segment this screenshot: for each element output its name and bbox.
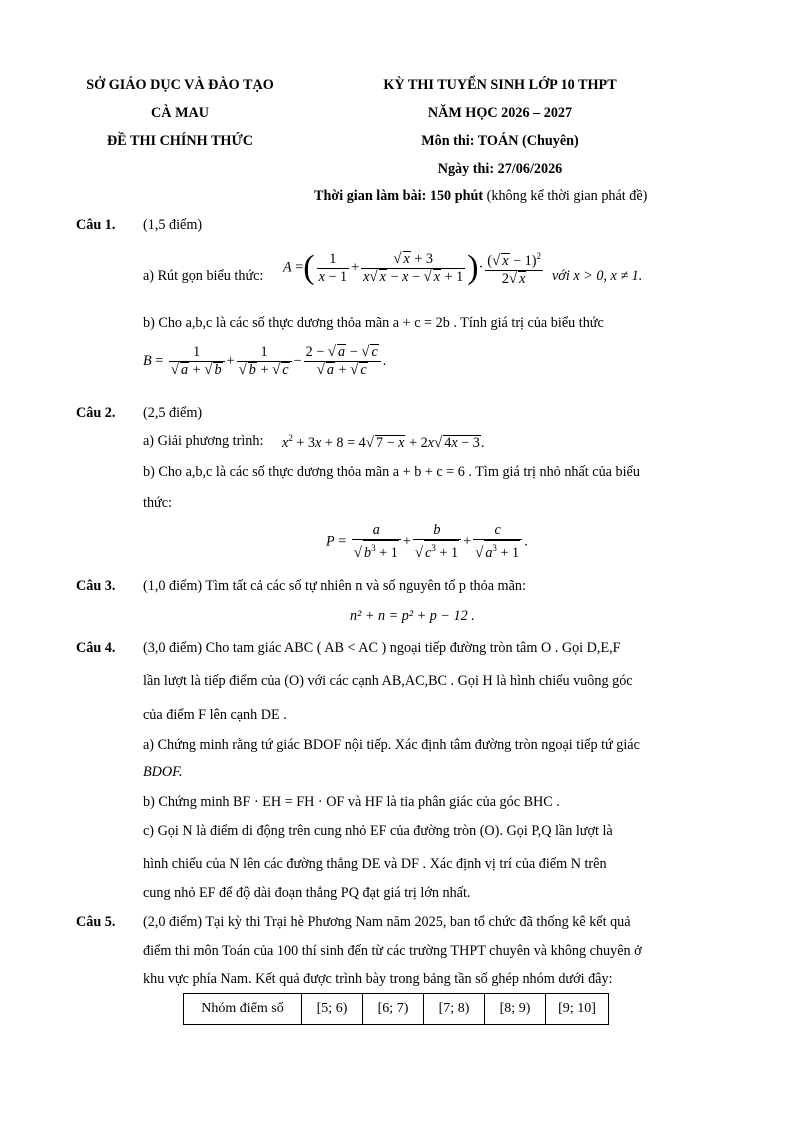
q1b-text: b) Cho a,b,c là các số thực dương thỏa mãn a + c = 2b . Tính giá trị của biểu thức [143,315,604,331]
q4a-line1: a) Chứng minh rằng tứ giác BDOF nội tiếp. Xác định tâm đường tròn ngoại tiếp tứ giác [143,737,640,753]
province-name: CÀ MAU [151,105,209,121]
q5-label: Câu 5. [76,914,116,930]
q4c-line3: cung nhỏ EF để độ dài đoạn thẳng PQ đạt giá trị lớn nhất. [143,885,471,901]
group-cell-1: [5; 6) [302,994,363,1025]
group-cell-5: [9; 10] [546,994,609,1025]
frequency-table [183,993,609,1025]
q5-line2: điểm thi môn Toán của 100 thí sinh đến từ các trường THPT chuyên và không chuyên ở [143,943,642,959]
table-header-cell: Nhóm điểm số [184,994,302,1025]
time-limit-note: (không kể thời gian phát đề) [486,188,648,204]
q2-points: (2,5 điểm) [143,405,203,421]
q2b-expression: P = $\frac{a}{√ b^3 + 1}$ + $\frac{b}{√ c^3 + 1}$ + $\frac{c}{√ a^3 + 1}$ . [326,522,528,561]
group-cell-3: [7; 8) [424,994,485,1025]
q4-label: Câu 4. [76,640,116,656]
q2a-text: a) Giải phương trình: [143,433,264,449]
q1a-text: a) Rút gọn biểu thức: [143,268,264,284]
subject: Môn thi: TOÁN (Chuyên) [421,133,579,149]
exam-date: Ngày thi: 27/06/2026 [437,161,563,177]
q5-line1: (2,0 điểm) Tại kỳ thi Trại hè Phương Nam năm 2025, ban tổ chức đã thống kê kết quả [143,914,631,930]
q4c-line2: hình chiếu của N lên các đường thẳng DE và DF . Xác định vị trí của điểm N trên [143,856,607,872]
official-exam-label: ĐỀ THI CHÍNH THỨC [107,133,253,149]
q3-equation: n² + n = p² + p − 12 . [350,608,475,624]
q2b-line1: b) Cho a,b,c là các số thực dương thỏa mãn a + b + c = 6 . Tìm giá trị nhỏ nhất của biểu [143,464,640,480]
group-cell-4: [8; 9) [485,994,546,1025]
q2b-line2: thức: [143,495,172,511]
frequency-table-grid [183,993,609,1025]
exam-title: KỲ THI TUYỂN SINH LỚP 10 THPT [383,77,617,93]
q5-line3: khu vực phía Nam. Kết quả được trình bày trong bảng tần số ghép nhóm dưới đây: [143,971,613,987]
q2-label: Câu 2. [76,405,116,421]
q4-line1: (3,0 điểm) Cho tam giác ABC ( AB < AC ) ngoại tiếp đường tròn tâm O . Gọi D,E,F [143,640,621,656]
q3-label: Câu 3. [76,578,116,594]
q4b-line: b) Chứng minh BF · EH = FH · OF và HF là tia phân giác của góc BHC . [143,794,560,810]
q2a-equation: $x^2 + 3x + 8 = 4√$ 7 − x + 2x√ 4x − 3. [282,433,485,451]
q4-line3: của điểm F lên cạnh DE . [143,707,287,723]
group-cell-2: [6; 7) [363,994,424,1025]
q1-points: (1,5 điểm) [143,217,203,233]
q1a-expression: A =( $\frac{1}{x - 1}$ + $\frac{√ x + 3}{x√ x - x - √ x + 1}$ )· $\frac{(√ x - 1)^2}{2√ x}$ [283,249,541,287]
school-year: NĂM HỌC 2026 – 2027 [427,105,573,121]
dept-name: SỞ GIÁO DỤC VÀ ĐÀO TẠO [86,77,274,93]
q4-line2: lần lượt là tiếp điểm của (O) với các cạnh AB,AC,BC . Gọi H là hình chiếu vuông góc [143,673,633,689]
q1b-expression: B = $\frac{1}{√ a + √ b}$ + $\frac{1}{√ b + √ c}$ − $\frac{2 - √ a - √ c}{√ a + √ c}$ . [143,344,387,378]
q1-label: Câu 1. [76,217,116,233]
q3-text: (1,0 điểm) Tìm tất cả các số tự nhiên n và số nguyên tố p thỏa mãn: [143,578,526,594]
q4a-line2: BDOF. [143,764,183,780]
table-row [184,994,609,1025]
q1a-condition: với x > 0, x ≠ 1. [552,268,643,284]
q4c-line1: c) Gọi N là điểm di động trên cung nhỏ EF của đường tròn (O). Gọi P,Q lần lượt là [143,823,613,839]
time-limit [314,188,647,205]
time-limit-bold: Thời gian làm bài: 150 phút [314,188,484,204]
